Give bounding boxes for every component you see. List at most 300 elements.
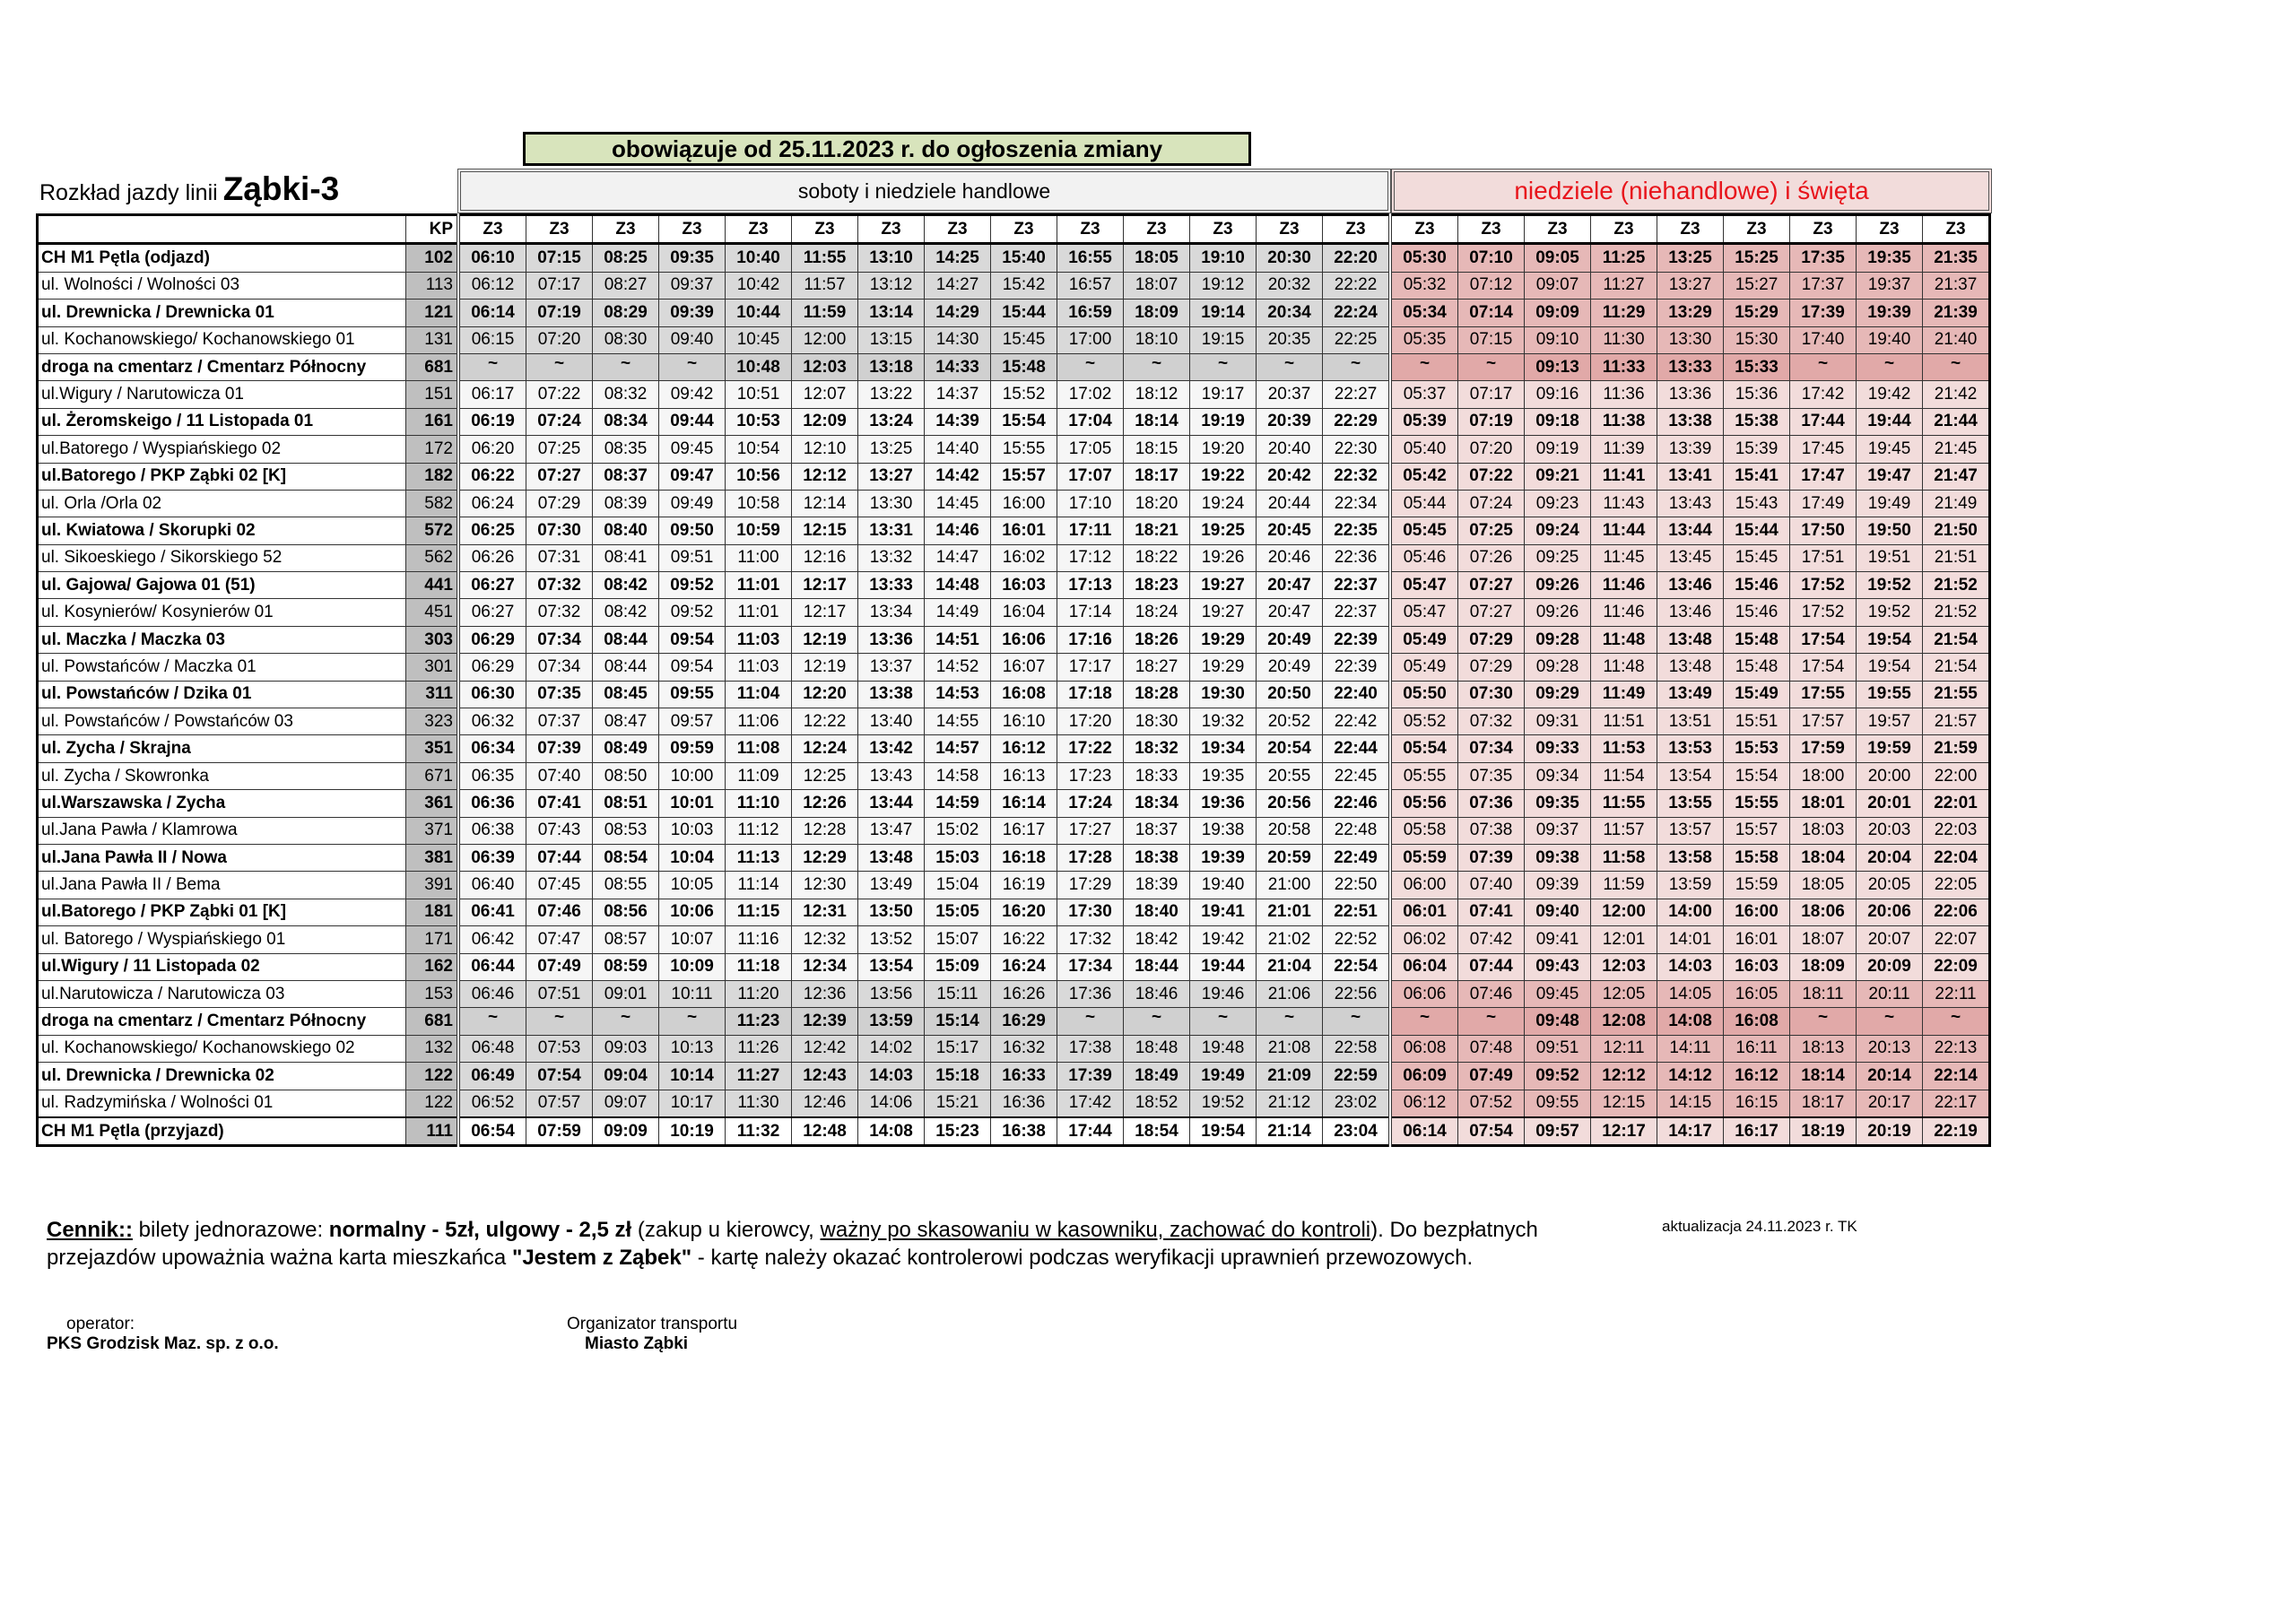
sunday-departure: 13:39 — [1657, 436, 1724, 463]
saturday-departure: 10:53 — [726, 408, 792, 435]
sunday-departure: 13:46 — [1657, 572, 1724, 599]
saturday-departure: 11:00 — [726, 544, 792, 571]
sunday-departure: 15:43 — [1724, 490, 1790, 517]
saturday-departure: 22:37 — [1323, 599, 1391, 626]
saturday-departure: 06:30 — [458, 681, 526, 708]
stop-kp-code: 113 — [406, 272, 459, 299]
saturday-departure: 12:10 — [792, 436, 858, 463]
table-row — [38, 1035, 1990, 1062]
saturday-departure: 19:14 — [1190, 300, 1257, 326]
saturday-departure: 16:13 — [991, 762, 1057, 789]
sunday-departure: 22:11 — [1923, 980, 1990, 1007]
saturday-departure: 06:32 — [458, 708, 526, 735]
saturday-departure: 08:53 — [593, 817, 659, 844]
stop-name: ul. Drewnicka / Drewnicka 02 — [38, 1063, 406, 1090]
stop-kp-code: 311 — [406, 681, 459, 708]
saturday-departure: 13:33 — [858, 572, 925, 599]
organizer-label: Organizator transportu — [567, 1315, 738, 1333]
saturday-departure: 11:13 — [726, 844, 792, 871]
sunday-departure: 17:49 — [1790, 490, 1857, 517]
saturday-departure: 10:19 — [659, 1117, 726, 1146]
sunday-departure: 05:46 — [1390, 544, 1458, 571]
saturday-departure: 20:30 — [1257, 244, 1323, 272]
saturday-departure: 14:45 — [925, 490, 991, 517]
sunday-departure: 07:26 — [1458, 544, 1525, 571]
saturday-departure: 17:11 — [1057, 517, 1124, 544]
course-header: Z3 — [1525, 215, 1591, 244]
saturday-departure: 18:49 — [1124, 1063, 1190, 1090]
saturday-departure: 21:06 — [1257, 980, 1323, 1007]
saturday-departure: 20:44 — [1257, 490, 1323, 517]
stop-name: ul. Wolności / Wolności 03 — [38, 272, 406, 299]
saturday-departure: 12:39 — [792, 1008, 858, 1035]
saturday-departure: 14:02 — [858, 1035, 925, 1062]
saturday-departure: 16:55 — [1057, 244, 1124, 272]
saturday-departure: 17:05 — [1057, 436, 1124, 463]
sunday-departure: 16:08 — [1724, 1008, 1790, 1035]
sunday-departure: 11:59 — [1591, 872, 1657, 899]
saturday-departure: 14:29 — [925, 300, 991, 326]
saturday-departure: 20:47 — [1257, 599, 1323, 626]
saturday-departure: 16:01 — [991, 517, 1057, 544]
saturday-departure: 19:32 — [1190, 708, 1257, 735]
saturday-departure: 06:52 — [458, 1090, 526, 1117]
saturday-departure: 13:30 — [858, 490, 925, 517]
sunday-departure: 11:29 — [1591, 300, 1657, 326]
saturday-departure: 20:50 — [1257, 681, 1323, 708]
sunday-departure: 06:14 — [1390, 1117, 1458, 1146]
sunday-departure: 12:17 — [1591, 1117, 1657, 1146]
saturday-departure: 17:02 — [1057, 381, 1124, 408]
saturday-departure: 10:48 — [726, 353, 792, 380]
sunday-departure: 07:48 — [1458, 1035, 1525, 1062]
stop-kp-code: 151 — [406, 381, 459, 408]
course-header: Z3 — [1257, 215, 1323, 244]
sunday-departure: 14:17 — [1657, 1117, 1724, 1146]
saturday-departure: 19:10 — [1190, 244, 1257, 272]
course-header: Z3 — [1323, 215, 1391, 244]
saturday-departure: 16:22 — [991, 926, 1057, 953]
stop-kp-code: 681 — [406, 353, 459, 380]
sunday-departure: 22:07 — [1923, 926, 1990, 953]
saturday-departure: 16:36 — [991, 1090, 1057, 1117]
sunday-departure: 17:45 — [1790, 436, 1857, 463]
saturday-departure: 07:20 — [526, 326, 593, 353]
saturday-departure: 15:54 — [991, 408, 1057, 435]
saturday-departure: 12:36 — [792, 980, 858, 1007]
saturday-departure: 10:06 — [659, 899, 726, 925]
saturday-departure: 11:27 — [726, 1063, 792, 1090]
title-prefix: Rozkład jazdy linii — [39, 180, 218, 205]
sunday-departure: 07:24 — [1458, 490, 1525, 517]
sunday-departure: 17:51 — [1790, 544, 1857, 571]
sunday-departure: 14:11 — [1657, 1035, 1724, 1062]
saturday-departure: 12:24 — [792, 735, 858, 762]
saturday-departure: 07:24 — [526, 408, 593, 435]
saturday-departure: 14:51 — [925, 626, 991, 653]
saturday-departure: 17:00 — [1057, 326, 1124, 353]
ticket-prices: normalny - 5zł, ulgowy - 2,5 zł — [328, 1218, 632, 1242]
saturday-departure: 12:28 — [792, 817, 858, 844]
sunday-departure: 21:40 — [1923, 326, 1990, 353]
saturday-departure: 22:50 — [1323, 872, 1391, 899]
saturday-departure: 17:39 — [1057, 1063, 1124, 1090]
saturday-departure: 18:37 — [1124, 817, 1190, 844]
stop-name: ul. Kwiatowa / Skorupki 02 — [38, 517, 406, 544]
table-row — [38, 244, 1990, 272]
saturday-departure: 06:15 — [458, 326, 526, 353]
sunday-departure: 19:57 — [1857, 708, 1923, 735]
saturday-departure: 11:30 — [726, 1090, 792, 1117]
header-row — [38, 215, 1990, 244]
course-header: Z3 — [1591, 215, 1657, 244]
saturday-departure: 14:39 — [925, 408, 991, 435]
saturday-departure: 23:02 — [1323, 1090, 1391, 1117]
sunday-departure: 05:49 — [1390, 626, 1458, 653]
saturday-departure: 19:44 — [1190, 953, 1257, 980]
saturday-departure: 06:24 — [458, 490, 526, 517]
saturday-departure: 18:12 — [1124, 381, 1190, 408]
line-name: Ząbki-3 — [222, 170, 340, 207]
sunday-departure: 07:12 — [1458, 272, 1525, 299]
sunday-departure: 16:05 — [1724, 980, 1790, 1007]
sunday-departure: 07:20 — [1458, 436, 1525, 463]
table-row — [38, 844, 1990, 871]
sunday-departure: 09:21 — [1525, 463, 1591, 490]
stop-kp-code: 323 — [406, 708, 459, 735]
sunday-departure: ~ — [1458, 353, 1525, 380]
saturday-departure: 09:54 — [659, 626, 726, 653]
saturday-departure: 08:39 — [593, 490, 659, 517]
saturday-departure: 10:04 — [659, 844, 726, 871]
saturday-departure: 08:34 — [593, 408, 659, 435]
saturday-departure: 17:42 — [1057, 1090, 1124, 1117]
sunday-departure: 09:10 — [1525, 326, 1591, 353]
sunday-departure: 07:32 — [1458, 708, 1525, 735]
saturday-departure: 15:44 — [991, 300, 1057, 326]
saturday-departure: 19:15 — [1190, 326, 1257, 353]
saturday-departure: 13:15 — [858, 326, 925, 353]
sunday-departure: 05:59 — [1390, 844, 1458, 871]
sunday-departure: 11:36 — [1591, 381, 1657, 408]
saturday-departure: 16:02 — [991, 544, 1057, 571]
saturday-departure: 15:05 — [925, 899, 991, 925]
sunday-departure: 15:38 — [1724, 408, 1790, 435]
saturday-departure: 12:43 — [792, 1063, 858, 1090]
saturday-departure: 20:52 — [1257, 708, 1323, 735]
saturday-departure: 07:34 — [526, 626, 593, 653]
saturday-departure: 11:23 — [726, 1008, 792, 1035]
saturday-departure: ~ — [1124, 353, 1190, 380]
saturday-departure: 13:32 — [858, 544, 925, 571]
sunday-departure: 13:30 — [1657, 326, 1724, 353]
sunday-departure: 06:12 — [1390, 1090, 1458, 1117]
sunday-departure: 09:37 — [1525, 817, 1591, 844]
table-row — [38, 381, 1990, 408]
table-row — [38, 762, 1990, 789]
saturday-departure: 11:14 — [726, 872, 792, 899]
table-row — [38, 899, 1990, 925]
sunday-departure: ~ — [1390, 353, 1458, 380]
sunday-departure: 11:25 — [1591, 244, 1657, 272]
sunday-departure: 15:51 — [1724, 708, 1790, 735]
saturday-departure: 10:05 — [659, 872, 726, 899]
stop-kp-code: 162 — [406, 953, 459, 980]
saturday-departure: 07:30 — [526, 517, 593, 544]
saturday-departure: 08:49 — [593, 735, 659, 762]
saturday-departure: 10:03 — [659, 817, 726, 844]
sunday-departure: 20:09 — [1857, 953, 1923, 980]
table-row — [38, 872, 1990, 899]
saturday-departure: 06:49 — [458, 1063, 526, 1090]
kp-header: KP — [406, 215, 459, 244]
saturday-departure: 07:47 — [526, 926, 593, 953]
stop-name: ul. Zycha / Skrajna — [38, 735, 406, 762]
sunday-departure: 19:55 — [1857, 681, 1923, 708]
stop-kp-code: 303 — [406, 626, 459, 653]
sunday-departure: 15:33 — [1724, 353, 1790, 380]
sunday-departure: 11:48 — [1591, 626, 1657, 653]
table-row — [38, 926, 1990, 953]
saturday-departure: 15:18 — [925, 1063, 991, 1090]
saturday-departure: 14:08 — [858, 1117, 925, 1146]
stop-kp-code: 182 — [406, 463, 459, 490]
saturday-departure: 19:25 — [1190, 517, 1257, 544]
saturday-departure: 15:52 — [991, 381, 1057, 408]
sunday-departure: 09:07 — [1525, 272, 1591, 299]
stop-kp-code: 171 — [406, 926, 459, 953]
saturday-departure: ~ — [1057, 1008, 1124, 1035]
saturday-departure: 18:24 — [1124, 599, 1190, 626]
saturday-departure: 06:42 — [458, 926, 526, 953]
table-row — [38, 436, 1990, 463]
saturday-departure: 15:04 — [925, 872, 991, 899]
saturday-departure: 18:44 — [1124, 953, 1190, 980]
sunday-departure: 15:57 — [1724, 817, 1790, 844]
sunday-departure: 09:09 — [1525, 300, 1591, 326]
saturday-departure: 16:00 — [991, 490, 1057, 517]
sunday-departure: 19:47 — [1857, 463, 1923, 490]
sunday-departure: 17:37 — [1790, 272, 1857, 299]
saturday-departure: 21:02 — [1257, 926, 1323, 953]
saturday-departure: 14:40 — [925, 436, 991, 463]
saturday-departure: 07:29 — [526, 490, 593, 517]
saturday-departure: 22:54 — [1323, 953, 1391, 980]
saturday-departure: 12:15 — [792, 517, 858, 544]
saturday-departure: 13:52 — [858, 926, 925, 953]
saturday-departure: 18:42 — [1124, 926, 1190, 953]
table-row — [38, 654, 1990, 681]
stop-kp-code: 381 — [406, 844, 459, 871]
saturday-departure: 22:39 — [1323, 626, 1391, 653]
saturday-departure: 19:49 — [1190, 1063, 1257, 1090]
saturday-departure: 18:23 — [1124, 572, 1190, 599]
saturday-departure: 20:58 — [1257, 817, 1323, 844]
sunday-departure: 18:04 — [1790, 844, 1857, 871]
stop-header — [38, 215, 406, 244]
sunday-departure: 16:03 — [1724, 953, 1790, 980]
sunday-departure: 07:22 — [1458, 463, 1525, 490]
stop-kp-code: 351 — [406, 735, 459, 762]
sunday-departure: 05:47 — [1390, 572, 1458, 599]
saturday-departure: 22:22 — [1323, 272, 1391, 299]
sunday-departure: 09:19 — [1525, 436, 1591, 463]
saturday-departure: 13:49 — [858, 872, 925, 899]
table-row — [38, 544, 1990, 571]
sunday-departure: 20:00 — [1857, 762, 1923, 789]
stop-name: ul.Jana Pawła II / Nowa — [38, 844, 406, 871]
saturday-departure: 09:04 — [593, 1063, 659, 1090]
saturday-departure: 16:10 — [991, 708, 1057, 735]
saturday-departure: 21:12 — [1257, 1090, 1323, 1117]
sunday-departure: 19:52 — [1857, 572, 1923, 599]
saturday-departure: 08:42 — [593, 572, 659, 599]
saturday-departure: 19:29 — [1190, 654, 1257, 681]
sunday-departure: 15:25 — [1724, 244, 1790, 272]
saturday-departure: 18:54 — [1124, 1117, 1190, 1146]
sunday-departure: 19:59 — [1857, 735, 1923, 762]
saturday-departure: 06:25 — [458, 517, 526, 544]
sunday-departure: 15:54 — [1724, 762, 1790, 789]
stop-name: ul. Kochanowskiego/ Kochanowskiego 01 — [38, 326, 406, 353]
table-row — [38, 1063, 1990, 1090]
saturday-departure: 13:47 — [858, 817, 925, 844]
sunday-departure: 12:00 — [1591, 899, 1657, 925]
saturday-departure: 16:26 — [991, 980, 1057, 1007]
saturday-section-header: soboty i niedziele handlowe — [457, 169, 1391, 213]
sunday-departure: 17:44 — [1790, 408, 1857, 435]
saturday-departure: 12:07 — [792, 381, 858, 408]
saturday-departure: 07:59 — [526, 1117, 593, 1146]
saturday-departure: 11:57 — [792, 272, 858, 299]
saturday-departure: 14:55 — [925, 708, 991, 735]
sunday-departure: 13:59 — [1657, 872, 1724, 899]
saturday-departure: 19:26 — [1190, 544, 1257, 571]
saturday-departure: 07:46 — [526, 899, 593, 925]
saturday-departure: ~ — [1257, 1008, 1323, 1035]
sunday-departure: 05:45 — [1390, 517, 1458, 544]
sunday-departure: 15:55 — [1724, 790, 1790, 817]
sunday-departure: 05:54 — [1390, 735, 1458, 762]
saturday-departure: 10:40 — [726, 244, 792, 272]
saturday-departure: 11:03 — [726, 654, 792, 681]
sunday-departure: 11:46 — [1591, 572, 1657, 599]
table-row — [38, 517, 1990, 544]
saturday-departure: 17:44 — [1057, 1117, 1124, 1146]
sunday-departure: 22:13 — [1923, 1035, 1990, 1062]
saturday-departure: 17:10 — [1057, 490, 1124, 517]
saturday-departure: 16:06 — [991, 626, 1057, 653]
saturday-departure: 20:40 — [1257, 436, 1323, 463]
sunday-departure: 16:00 — [1724, 899, 1790, 925]
saturday-departure: 22:37 — [1323, 572, 1391, 599]
saturday-departure: 08:42 — [593, 599, 659, 626]
saturday-departure: 19:35 — [1190, 762, 1257, 789]
saturday-departure: 18:05 — [1124, 244, 1190, 272]
saturday-departure: 22:34 — [1323, 490, 1391, 517]
saturday-departure: ~ — [1124, 1008, 1190, 1035]
saturday-departure: 07:32 — [526, 572, 593, 599]
sunday-departure: 14:08 — [1657, 1008, 1724, 1035]
sunday-departure: 09:24 — [1525, 517, 1591, 544]
sunday-departure: 15:29 — [1724, 300, 1790, 326]
saturday-departure: 11:09 — [726, 762, 792, 789]
saturday-departure: 17:20 — [1057, 708, 1124, 735]
saturday-departure: 11:59 — [792, 300, 858, 326]
course-header: Z3 — [1923, 215, 1990, 244]
saturday-departure: 11:20 — [726, 980, 792, 1007]
saturday-departure: 09:51 — [659, 544, 726, 571]
saturday-departure: ~ — [1323, 353, 1391, 380]
saturday-departure: 20:45 — [1257, 517, 1323, 544]
saturday-departure: 11:16 — [726, 926, 792, 953]
sunday-departure: 15:53 — [1724, 735, 1790, 762]
price-label: Cennik:: — [47, 1218, 133, 1242]
sunday-departure: 13:27 — [1657, 272, 1724, 299]
stop-name: ul. Powstańców / Dzika 01 — [38, 681, 406, 708]
saturday-departure: 16:07 — [991, 654, 1057, 681]
organizer-block — [567, 1315, 737, 1354]
sunday-departure: 09:28 — [1525, 654, 1591, 681]
saturday-departure: 06:40 — [458, 872, 526, 899]
sunday-departure: 22:01 — [1923, 790, 1990, 817]
table-row — [38, 353, 1990, 380]
saturday-departure: 07:31 — [526, 544, 593, 571]
saturday-departure: 13:10 — [858, 244, 925, 272]
saturday-departure: ~ — [526, 353, 593, 380]
saturday-departure: 18:20 — [1124, 490, 1190, 517]
saturday-departure: 19:52 — [1190, 1090, 1257, 1117]
saturday-departure: 18:38 — [1124, 844, 1190, 871]
saturday-departure: 19:54 — [1190, 1117, 1257, 1146]
saturday-departure: 06:35 — [458, 762, 526, 789]
sunday-departure: 09:43 — [1525, 953, 1591, 980]
saturday-departure: 14:27 — [925, 272, 991, 299]
price-text: bilety jednorazowe: — [133, 1218, 329, 1242]
saturday-departure: 19:36 — [1190, 790, 1257, 817]
sunday-departure: 07:42 — [1458, 926, 1525, 953]
saturday-departure: 20:34 — [1257, 300, 1323, 326]
course-header: Z3 — [458, 215, 526, 244]
saturday-departure: 20:54 — [1257, 735, 1323, 762]
sunday-departure: 16:17 — [1724, 1117, 1790, 1146]
sunday-departure: 11:49 — [1591, 681, 1657, 708]
sunday-departure: 05:49 — [1390, 654, 1458, 681]
saturday-departure: 20:35 — [1257, 326, 1323, 353]
course-header: Z3 — [1657, 215, 1724, 244]
table-row — [38, 790, 1990, 817]
saturday-departure: 19:39 — [1190, 844, 1257, 871]
saturday-departure: ~ — [593, 1008, 659, 1035]
saturday-departure: 12:42 — [792, 1035, 858, 1062]
sunday-departure: 09:13 — [1525, 353, 1591, 380]
sunday-departure: 18:17 — [1790, 1090, 1857, 1117]
sunday-departure: 19:54 — [1857, 654, 1923, 681]
saturday-departure: 22:29 — [1323, 408, 1391, 435]
sunday-departure: 18:07 — [1790, 926, 1857, 953]
sunday-departure: 12:11 — [1591, 1035, 1657, 1062]
saturday-departure: 16:24 — [991, 953, 1057, 980]
sunday-departure: 21:50 — [1923, 517, 1990, 544]
saturday-departure: 22:45 — [1323, 762, 1391, 789]
sunday-departure: 20:14 — [1857, 1063, 1923, 1090]
stop-kp-code: 441 — [406, 572, 459, 599]
saturday-departure: 17:23 — [1057, 762, 1124, 789]
stop-name: ul.Wigury / 11 Listopada 02 — [38, 953, 406, 980]
saturday-departure: 06:54 — [458, 1117, 526, 1146]
saturday-departure: 21:00 — [1257, 872, 1323, 899]
sunday-departure: 14:05 — [1657, 980, 1724, 1007]
